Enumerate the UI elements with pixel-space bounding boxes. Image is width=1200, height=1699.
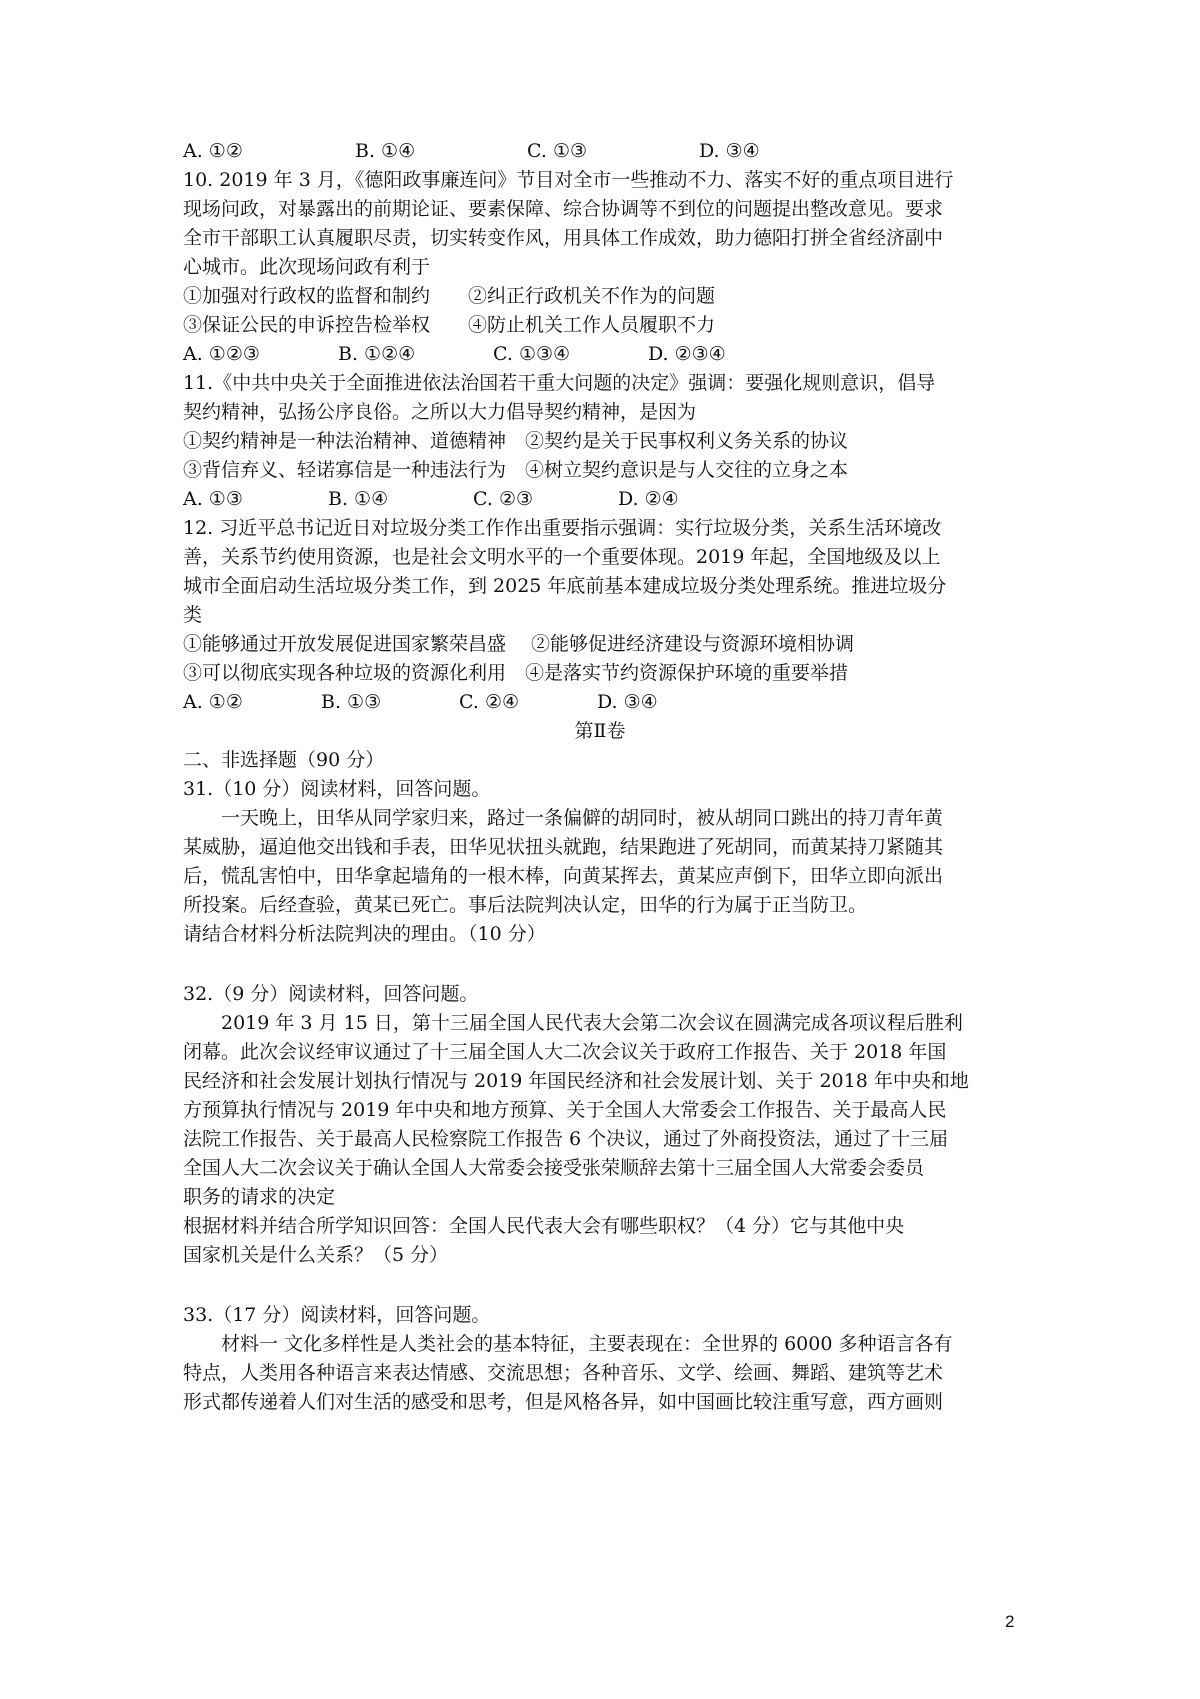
q33-heading: 33.（17 分）阅读材料，回答问题。 [183,1304,491,1326]
q32-material-line-5: 法院工作报告、关于最高人民检察院工作报告 6 个决议，通过了外商投资法，通过了十三届 [183,1128,949,1150]
q11-option-c: C. ②③ [473,488,534,510]
q10-option-c: C. ①③④ [493,343,571,365]
q32-material-line-1: 2019 年 3 月 15 日，第十三届全国人民代表大会第二次会议在圆满完成各项议程后胜利 [221,1012,963,1034]
q9-options [183,136,871,166]
q11-option-b: B. ①④ [328,488,389,510]
q10-item-line-2: ③保证公民的申诉控告检举权 ④防止机关工作人员履职不力 [183,314,716,336]
q9-option-d: D. ③④ [699,140,760,162]
q10-stem-line-1: 10. 2019 年 3 月，《德阳政事廉连问》节目对全市一些推动不力、落实不好的重点项目进行 [183,169,954,191]
q11-item-line-2: ③背信弃义、轻诺寡信是一种违法行为 ④树立契约意识是与人交往的立身之本 [183,459,849,481]
q33-material-line-1: 材料一 文化多样性是人类社会的基本特征，主要表现在：全世界的 6000 多种语言各有 [221,1333,953,1355]
q11-item-line-1: ①契约精神是一种法治精神、道德精神 ②契约是关于民事权利义务关系的协议 [183,430,849,452]
q10-option-d: D. ②③④ [648,343,726,365]
section-2-title: 第Ⅱ卷 [574,720,626,742]
q12-item-line-2: ③可以彻底实现各种垃圾的资源化利用 ④是落实节约资源保护环境的重要举措 [183,662,849,684]
q9-option-b: B. ①④ [355,140,416,162]
q11-options [183,484,763,514]
q32-heading: 32.（9 分）阅读材料，回答问题。 [183,983,479,1005]
q9-option-c: C. ①③ [527,140,588,162]
q32-question-line-2: 国家机关是什么关系？（5 分） [183,1244,449,1266]
q31-heading: 31.（10 分）阅读材料，回答问题。 [183,778,491,800]
q10-item-line-1: ①加强对行政权的监督和制约 ②纠正行政机关不作为的问题 [183,285,716,307]
q10-stem-line-4: 心城市。此次现场问政有利于 [183,256,431,278]
q9-option-a: A. ①② [183,140,243,162]
q12-option-b: B. ①③ [321,691,382,713]
q33-material-line-3: 形式都传递着人们对生活的感受和思考，但是风格各异，如中国画比较注重写意，西方画则 [183,1391,944,1413]
q32-question-line-1: 根据材料并结合所学知识回答：全国人民代表大会有哪些职权？（4 分）它与其他中央 [183,1215,905,1237]
q33-material-line-2: 特点，人类用各种语言来表达情感、交流思想；各种音乐、文学、绘画、舞蹈、建筑等艺术 [183,1362,944,1384]
q11-option-d: D. ②④ [618,488,679,510]
q10-options [183,339,803,369]
q10-option-b: B. ①②④ [338,343,416,365]
q32-material-line-6: 全国人大二次会议关于确认全国人大常委会接受张荣顺辞去第十三届全国人大常委会委员 [183,1157,925,1179]
q11-stem-line-2: 契约精神，弘扬公序良俗。之所以大力倡导契约精神，是因为 [183,401,697,423]
q32-material-line-2: 闭幕。此次会议经审议通过了十三届全国人大二次会议关于政府工作报告、关于 2018 年国 [183,1041,947,1063]
q31-question: 请结合材料分析法院判决的理由。（10 分） [183,923,546,945]
q12-item-line-1: ①能够通过开放发展促进国家繁荣昌盛 ②能够促进经济建设与资源环境相协调 [183,633,855,655]
q31-material-line-3: 后，慌乱害怕中，田华拿起墙角的一根木棒，向黄某挥去，黄某应声倒下，田华立即向派出 [183,865,944,887]
q12-option-c: C. ②④ [459,691,520,713]
q12-options [183,687,735,717]
q12-stem-line-4: 类 [183,604,203,626]
q31-material-line-1: 一天晚上，田华从同学家归来，路过一条偏僻的胡同时，被从胡同口跳出的持刀青年黄 [221,807,944,829]
q12-option-a: A. ①② [183,691,243,713]
q12-stem-line-3: 城市全面启动生活垃圾分类工作，到 2025 年底前基本建成垃圾分类处理系统。推进垃圾分 [183,575,947,597]
q11-option-a: A. ①③ [183,488,243,510]
q10-option-a: A. ①②③ [183,343,260,365]
q11-stem-line-1: 11.《中共中央关于全面推进依法治国若干重大问题的决定》强调：要强化规则意识，倡导 [183,372,936,394]
q31-material-line-4: 所投案。后经查验，黄某已死亡。事后法院判决认定，田华的行为属于正当防卫。 [183,894,868,916]
q10-stem-line-2: 现场问政，对暴露出的前期论证、要素保障、综合协调等不到位的问题提出整改意见。要求 [183,198,944,220]
q32-material-line-3: 民经济和社会发展计划执行情况与 2019 年国民经济和社会发展计划、关于 2018 年中央和地 [183,1070,969,1092]
q12-stem-line-1: 12. 习近平总书记近日对垃圾分类工作作出重要指示强调：实行垃圾分类，关系生活环境改 [183,517,942,539]
q12-stem-line-2: 善，关系节约使用资源，也是社会文明水平的一个重要体现。2019 年起，全国地级及以上 [183,546,941,568]
q32-material-line-4: 方预算执行情况与 2019 年中央和地方预算、关于全国人大常委会工作报告、关于最高人民 [183,1099,947,1121]
q10-stem-line-3: 全市干部职工认真履职尽责，切实转变作风，用具体工作成效，助力德阳打拼全省经济副中 [183,227,944,249]
part-2-heading: 二、非选择题（90 分） [183,749,385,771]
q12-option-d: D. ③④ [597,691,658,713]
q32-material-line-7: 职务的请求的决定 [183,1186,336,1208]
q31-material-line-2: 某威胁，逼迫他交出钱和手表，田华见状扭头就跑，结果跑进了死胡同，而黄某持刀紧随其 [183,836,944,858]
page-number: 2 [1005,1612,1015,1631]
